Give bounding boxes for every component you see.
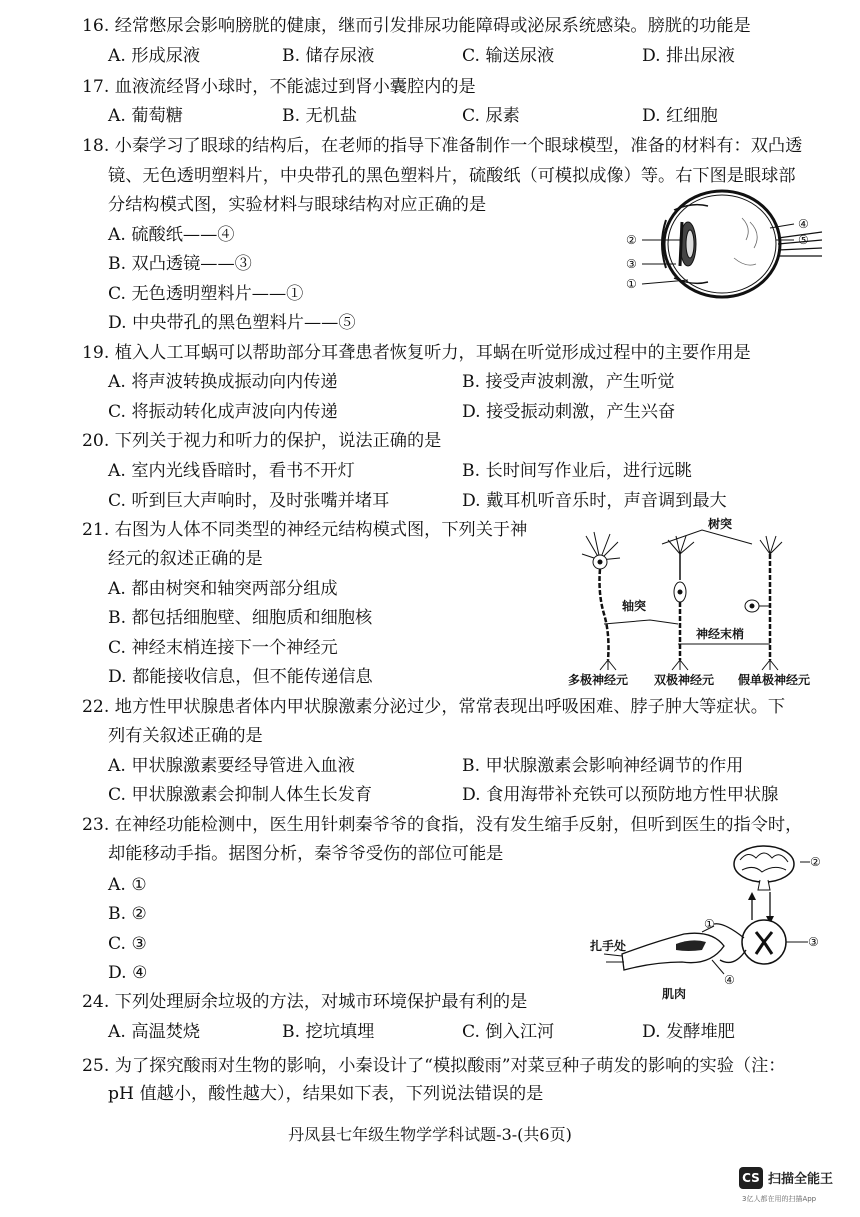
q24-option-a: A. 高温焚烧 bbox=[108, 1022, 201, 1042]
q23-option-b: B. ② bbox=[108, 904, 147, 924]
q18-option-c: C. 无色透明塑料片——① bbox=[108, 284, 304, 304]
q18-stem-line3: 分结构模式图，实验材料与眼球结构对应正确的是 bbox=[108, 195, 487, 215]
q21-option-c: C. 神经末梢连接下一个神经元 bbox=[108, 638, 338, 658]
q18-option-a: A. 硫酸纸——④ bbox=[108, 225, 235, 245]
q23-option-a: A. ① bbox=[108, 875, 147, 895]
q16-option-d: D. 排出尿液 bbox=[642, 46, 735, 66]
q17-option-a: A. 葡萄糖 bbox=[108, 106, 183, 126]
q21-option-b: B. 都包括细胞壁、细胞质和细胞核 bbox=[108, 608, 373, 628]
reflex-label-prick-site: 扎手处 bbox=[590, 939, 627, 953]
q17-option-b: B. 无机盐 bbox=[282, 106, 358, 126]
q16-option-b: B. 储存尿液 bbox=[282, 46, 375, 66]
q16-stem: 16. 经常憋尿会影响膀胱的健康，继而引发排尿功能障碍或泌尿系统感染。膀胱的功能是 bbox=[82, 16, 751, 36]
q19-stem: 19. 植入人工耳蜗可以帮助部分耳聋患者恢复听力，耳蜗在听觉形成过程中的主要作用是 bbox=[82, 343, 751, 363]
camscanner-tagline: 3亿人都在用的扫描App bbox=[742, 1195, 817, 1203]
q18-stem-line2: 镜、无色透明塑料片，中央带孔的黑色塑料片，硫酸纸（可模拟成像）等。右下图是眼球部 bbox=[108, 166, 796, 186]
eye-label-5: ⑤ bbox=[798, 233, 809, 247]
q21-option-d: D. 都能接收信息，但不能传递信息 bbox=[108, 667, 373, 687]
q22-option-b: B. 甲状腺激素会影响神经调节的作用 bbox=[462, 756, 744, 776]
eye-diagram bbox=[622, 188, 828, 304]
neuron-label-multipolar: 多极神经元 bbox=[568, 673, 629, 686]
camscanner-logo-icon: CS bbox=[739, 1167, 763, 1189]
eye-label-1: ① bbox=[626, 277, 637, 291]
q16-option-a: A. 形成尿液 bbox=[108, 46, 201, 66]
q21-stem-line2: 经元的叙述正确的是 bbox=[108, 549, 263, 569]
q17-stem: 17. 血液流经肾小球时，不能滤过到肾小囊腔内的是 bbox=[82, 77, 476, 97]
q17-option-c: C. 尿素 bbox=[462, 106, 520, 126]
neuron-label-axon: 轴突 bbox=[622, 599, 647, 613]
q22-stem-line1: 22. 地方性甲状腺患者体内甲状腺激素分泌过少，常常表现出呼吸困难、脖子肿大等症状。下 bbox=[82, 697, 786, 717]
q24-option-d: D. 发酵堆肥 bbox=[642, 1022, 735, 1042]
q20-stem: 20. 下列关于视力和听力的保护，说法正确的是 bbox=[82, 431, 442, 451]
q23-stem-line1: 23. 在神经功能检测中，医生用针刺秦爷爷的食指，没有发生缩手反射，但听到医生的指令时， bbox=[82, 815, 803, 835]
neuron-label-pseudounipolar: 假单极神经元 bbox=[738, 673, 811, 686]
q21-stem-line1: 21. 右图为人体不同类型的神经元结构模式图，下列关于神 bbox=[82, 520, 528, 540]
q20-option-d: D. 戴耳机听音乐时，声音调到最大 bbox=[462, 491, 727, 511]
q20-option-c: C. 听到巨大声响时，及时张嘴并堵耳 bbox=[108, 491, 390, 511]
q20-option-a: A. 室内光线昏暗时，看书不开灯 bbox=[108, 461, 355, 481]
q19-option-a: A. 将声波转换成振动向内传递 bbox=[108, 372, 338, 392]
q23-option-c: C. ③ bbox=[108, 934, 147, 954]
q18-option-d: D. 中央带孔的黑色塑料片——⑤ bbox=[108, 313, 356, 333]
q24-stem: 24. 下列处理厨余垃圾的方法，对城市环境保护最有利的是 bbox=[82, 992, 528, 1012]
q17-option-d: D. 红细胞 bbox=[642, 106, 718, 126]
q23-option-d: D. ④ bbox=[108, 963, 148, 983]
q24-option-b: B. 挖坑填埋 bbox=[282, 1022, 375, 1042]
q19-option-c: C. 将振动转化成声波向内传递 bbox=[108, 402, 338, 422]
neuron-diagram bbox=[566, 514, 832, 686]
q22-stem-line2: 列有关叙述正确的是 bbox=[108, 726, 263, 746]
eye-label-3: ③ bbox=[626, 257, 637, 271]
q19-option-d: D. 接受振动刺激，产生兴奋 bbox=[462, 402, 676, 422]
q18-stem-line1: 18. 小秦学习了眼球的结构后，在老师的指导下准备制作一个眼球模型，准备的材料有：双凸透 bbox=[82, 136, 803, 156]
q22-option-d: D. 食用海带补充铁可以预防地方性甲状腺 bbox=[462, 785, 779, 805]
q23-stem-line2: 却能移动手指。据图分析，秦爷爷受伤的部位可能是 bbox=[108, 844, 504, 864]
neuron-label-dendrite: 树突 bbox=[708, 517, 733, 531]
q25-stem-line2: pH 值越小，酸性越大），结果如下表，下列说法错误的是 bbox=[108, 1084, 544, 1104]
reflex-label-muscle: 肌肉 bbox=[662, 987, 687, 1001]
reflex-label-1: ① bbox=[704, 917, 715, 931]
q22-option-a: A. 甲状腺激素要经导管进入血液 bbox=[108, 756, 355, 776]
reflex-label-2: ② bbox=[810, 855, 821, 869]
eye-label-4: ④ bbox=[798, 217, 809, 231]
page-footer: 丹凤县七年级生物学学科试题-3-(共6页) bbox=[288, 1125, 572, 1144]
neuron-label-nerve-ending: 神经末梢 bbox=[696, 627, 745, 641]
reflex-label-3: ③ bbox=[808, 935, 819, 949]
q19-option-b: B. 接受声波刺激，产生听觉 bbox=[462, 372, 675, 392]
q18-option-b: B. 双凸透镜——③ bbox=[108, 254, 252, 274]
q22-option-c: C. 甲状腺激素会抑制人体生长发育 bbox=[108, 785, 373, 805]
q20-option-b: B. 长时间写作业后，进行远眺 bbox=[462, 461, 692, 481]
reflex-label-4: ④ bbox=[724, 973, 735, 987]
reflex-arc-diagram bbox=[584, 842, 828, 1008]
q16-option-c: C. 输送尿液 bbox=[462, 46, 555, 66]
neuron-label-bipolar: 双极神经元 bbox=[654, 673, 715, 686]
camscanner-name: 扫描全能王 bbox=[768, 1172, 834, 1187]
q24-option-c: C. 倒入江河 bbox=[462, 1022, 555, 1042]
q25-stem-line1: 25. 为了探究酸雨对生物的影响，小秦设计了“模拟酸雨”对菜豆种子萌发的影响的实验（注： bbox=[82, 1056, 786, 1076]
q21-option-a: A. 都由树突和轴突两部分组成 bbox=[108, 579, 338, 599]
eye-label-2: ② bbox=[626, 233, 637, 247]
